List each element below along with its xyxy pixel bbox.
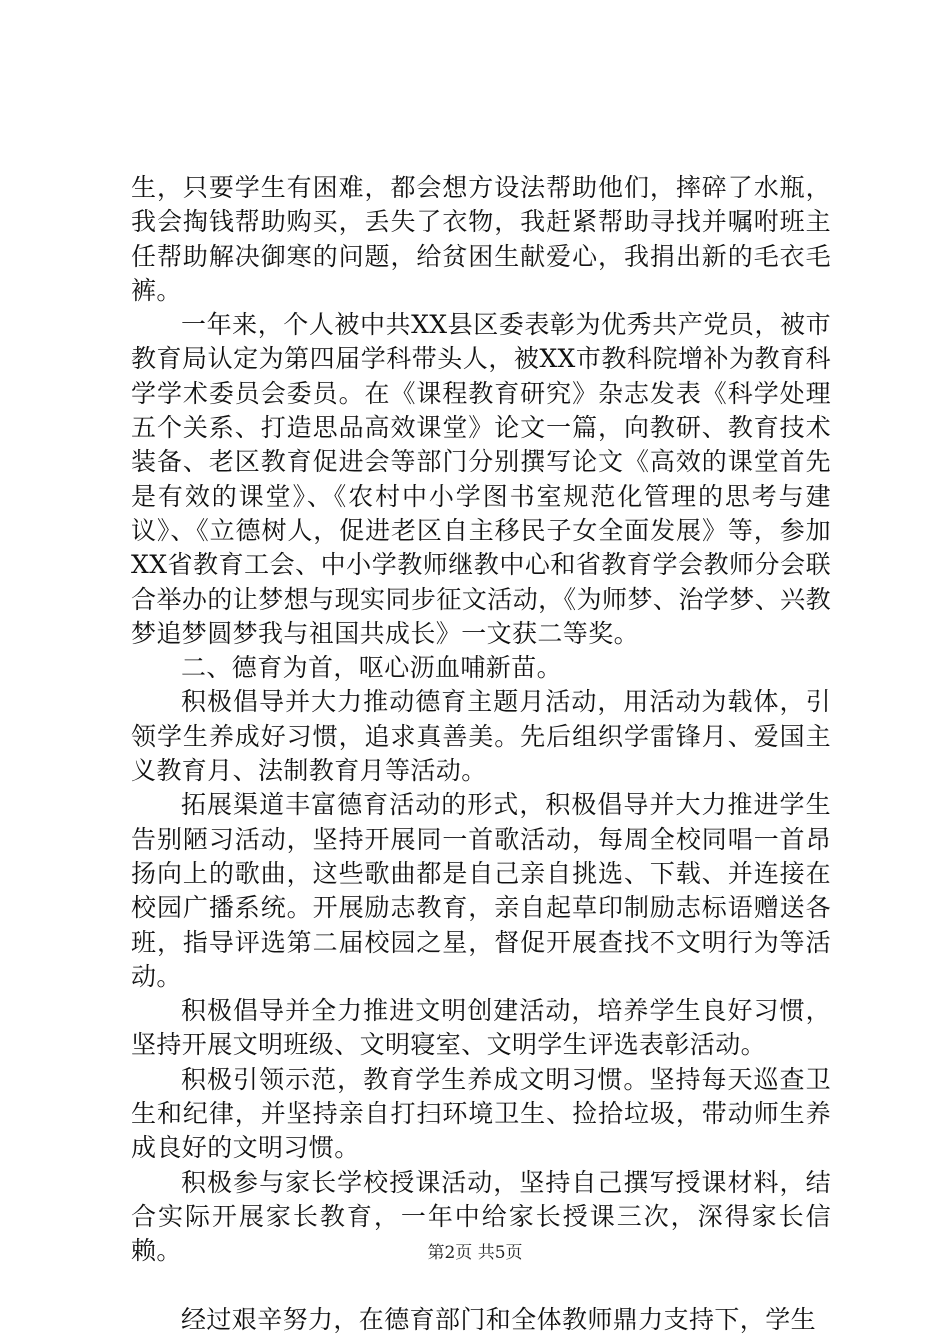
- paragraph-results: 经过艰辛努力，在德育部门和全体教师鼎力支持下，学生: [181, 1304, 817, 1334]
- page-number: 第2页 共5页: [427, 1243, 523, 1263]
- paragraph-continuation: 生，只要学生有困难，都会想方设法帮助他们，摔碎了水瓶，我会掏钱帮助购买，丢失了衣物，我赶紧帮助寻找并嘱咐班主任帮助解决御寒的问题，给贫困生献爱心，我捐出新的毛衣毛裤。: [131, 173, 831, 305]
- paragraph-civilization: 积极倡导并全力推进文明创建活动，培养学生良好习惯，坚持开展文明班级、文明寝室、文明学生评选表彰活动。: [131, 996, 831, 1060]
- section-heading-moral-education: 二、德育为首，呕心沥血哺新苗。: [181, 653, 563, 683]
- paragraph-habits: 积极引领示范，教育学生养成文明习惯。坚持每天巡查卫生和纪律，并坚持亲自打扫环境卫生、捡拾垃圾，带动师生养成良好的文明习惯。: [131, 1064, 831, 1163]
- paragraph-activities: 拓展渠道丰富德育活动的形式，积极倡导并大力推进学生告别陋习活动，坚持开展同一首歌活动，每周全校同唱一首昂扬向上的歌曲，这些歌曲都是自己亲自挑选、下载、并连接在校园广播系统。开展励志教育，亲自起草印制励志标语赠送各班，指导评选第二届校园之星，督促开展查找不文明行为等活动。: [131, 790, 831, 991]
- document-body: [131, 171, 831, 1337]
- paragraph-theme-month: 积极倡导并大力推动德育主题月活动，用活动为载体，引领学生养成好习惯，追求真善美。先后组织学雷锋月、爱国主义教育月、法制教育月等活动。: [131, 687, 831, 786]
- paragraph-honors: 一年来，个人被中共XX县区委表彰为优秀共产党员，被市教育局认定为第四届学科带头人，被XX市教科院增补为教育科学学术委员会委员。在《课程教育研究》杂志发表《科学处理五个关系、打造思品高效课堂》论文一篇，向教研、教育技术装备、老区教育促进会等部门分别撰写论文《高效的课堂首先是有效的课堂》、《农村中小学图书室规范化管理的思考与建议》、《立德树人，促进老区自主移民子女全面发展》等，参加XX省教育工会、中小学教师继教中心和省教育学会教师分会联合举办的让梦想与现实同步征文活动，《为师梦、治学梦、兴教梦追梦圆梦我与祖国共成长》一文获二等奖。: [131, 310, 831, 648]
- paragraph-gap: [131, 1269, 831, 1303]
- paragraph-parent-school: 积极参与家长学校授课活动，坚持自己撰写授课材料，结合实际开展家长教育，一年中给家长授课三次，深得家长信赖。: [131, 1167, 831, 1266]
